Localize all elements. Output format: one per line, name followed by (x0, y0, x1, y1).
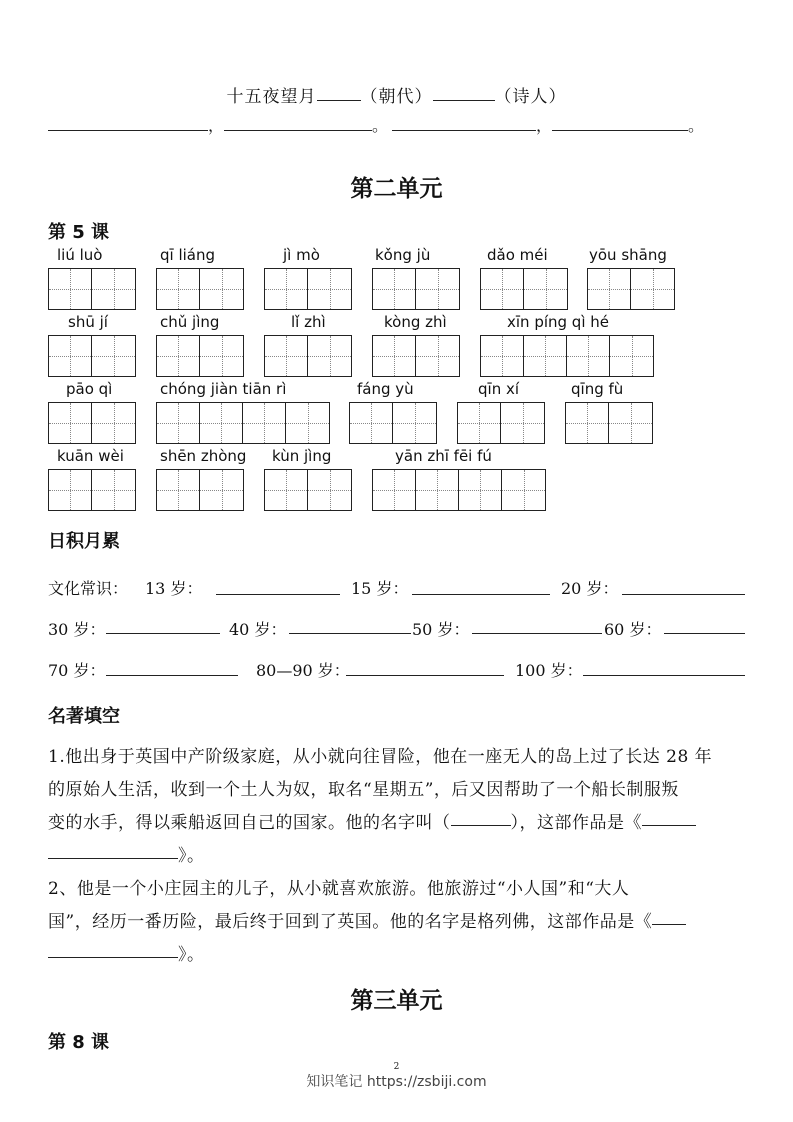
age-label: 20 岁： (561, 579, 619, 598)
char-grid[interactable] (264, 335, 352, 377)
pinyin-label: shū jí (68, 313, 108, 331)
pinyin-label: kǒng jù (375, 246, 431, 264)
char-grid[interactable] (480, 268, 568, 310)
page-number: 2 (393, 1062, 400, 1072)
verse-period-1: 。 (372, 116, 389, 135)
char-grid[interactable] (587, 268, 675, 310)
q1-work-blank-b[interactable] (48, 858, 178, 859)
char-grid[interactable] (48, 469, 136, 511)
pinyin-label: qīn xí (478, 380, 520, 398)
age-blank[interactable] (106, 633, 220, 634)
age-label: 30 岁： (48, 620, 106, 639)
pinyin-label: kòng zhì (384, 313, 447, 331)
verse-comma-1: ， (208, 116, 225, 135)
q1-line-2: 的原始人生活，收到一个土人为奴，取名“星期五”，后又因帮助了一个船长制服叛 (48, 780, 679, 800)
pinyin-label: shēn zhòng (160, 447, 247, 465)
verse-blank-3[interactable] (392, 130, 536, 131)
q1-line-4 (48, 840, 748, 873)
q1-paren-close: ） (510, 813, 520, 833)
q1-line-1: 1.他出身于英国中产阶级家庭，从小就向往冒险，他在一座无人的岛上过了长达 28 年 (48, 747, 713, 767)
char-grid[interactable] (349, 402, 437, 444)
char-grid[interactable] (156, 402, 330, 444)
q2-line-2-text: 国”，经历一番历险，最后终于回到了英国。他的名字是格列佛，这部作品是《 (48, 912, 653, 932)
q1-end: 》。 (178, 846, 205, 866)
age-label: 50 岁： (412, 620, 470, 639)
poem-title-row (0, 82, 793, 107)
char-grid[interactable] (156, 268, 244, 310)
verse-period-2: 。 (688, 116, 705, 135)
q1-work-prefix: ，这部作品是《 (519, 813, 642, 833)
char-grid[interactable] (48, 402, 136, 444)
poet-blank[interactable] (433, 100, 495, 101)
q1-paren-open: （ (433, 813, 451, 833)
age-blank[interactable] (412, 594, 550, 595)
pinyin-label: kùn jìng (272, 447, 332, 465)
pinyin-label: yōu shāng (589, 246, 667, 264)
verse-comma-2: ， (536, 116, 553, 135)
char-grid[interactable] (264, 469, 352, 511)
classics-question-2 (48, 873, 748, 972)
age-blank[interactable] (472, 633, 602, 634)
age-blank[interactable] (106, 675, 238, 676)
char-grid[interactable] (48, 268, 136, 310)
dynasty-label: （朝代） (360, 87, 433, 107)
age-blank[interactable] (216, 594, 340, 595)
char-grid[interactable] (156, 469, 244, 511)
pinyin-label: xīn píng qì hé (507, 313, 609, 331)
q1-line-3 (48, 807, 748, 840)
age-label: 60 岁： (604, 620, 662, 639)
age-label: 70 岁： (48, 661, 106, 680)
pinyin-label: pāo qì (66, 380, 113, 398)
pinyin-label: chóng jiàn tiān rì (160, 380, 287, 398)
char-grid[interactable] (264, 268, 352, 310)
pinyin-label: chǔ jìng (160, 313, 220, 331)
char-grid[interactable] (372, 469, 546, 511)
verse-blank-2[interactable] (224, 130, 372, 131)
char-grid[interactable] (480, 335, 654, 377)
classics-question-1 (48, 741, 748, 873)
q2-line-1: 2、他是一个小庄园主的儿子，从小就喜欢旅游。他旅游过“小人国”和“大人 (48, 879, 630, 899)
age-label: 80—90 岁： (256, 661, 350, 680)
pinyin-label: liú luò (57, 246, 103, 264)
unit-2-title: 第二单元 (350, 176, 443, 202)
q2-end: 》。 (178, 945, 205, 965)
q1-line-3-text: 变的水手，得以乘船返回自己的国家。他的名字叫 (48, 813, 433, 833)
classics-heading: 名著填空 (48, 706, 120, 727)
char-grid[interactable] (156, 335, 244, 377)
q2-work-blank-a[interactable] (652, 924, 686, 925)
char-grid[interactable] (372, 335, 460, 377)
age-label: 40 岁： (229, 620, 287, 639)
lesson-8-heading: 第 8 课 (48, 1032, 110, 1053)
verse-blank-1[interactable] (48, 130, 208, 131)
unit-3-title: 第三单元 (350, 988, 443, 1014)
age-blank[interactable] (622, 594, 745, 595)
char-grid[interactable] (48, 335, 136, 377)
culture-prefix: 文化常识： (48, 579, 129, 598)
pinyin-label: lǐ zhì (291, 313, 326, 331)
pinyin-label: qīng fù (571, 380, 624, 398)
age-blank[interactable] (289, 633, 411, 634)
pinyin-label: dǎo méi (487, 246, 548, 264)
q2-work-blank-b[interactable] (48, 957, 178, 958)
pinyin-label: qī liáng (160, 246, 216, 264)
q1-name-blank[interactable] (451, 825, 511, 826)
q1-work-blank-a[interactable] (642, 825, 696, 826)
pinyin-label: kuān wèi (57, 447, 124, 465)
age-label: 13 岁： (145, 579, 203, 598)
pinyin-label: jì mò (283, 246, 320, 264)
poem-title: 十五夜望月 (226, 87, 317, 107)
verse-blank-4[interactable] (552, 130, 688, 131)
age-blank[interactable] (346, 675, 504, 676)
dynasty-blank[interactable] (317, 100, 361, 101)
char-grid[interactable] (372, 268, 460, 310)
lesson-5-heading: 第 5 课 (48, 222, 110, 243)
age-label: 15 岁： (351, 579, 409, 598)
poet-label: （诗人） (494, 87, 567, 107)
char-grid[interactable] (457, 402, 545, 444)
age-blank[interactable] (583, 675, 745, 676)
q2-line-3 (48, 939, 748, 972)
age-blank[interactable] (664, 633, 745, 634)
pinyin-label: yān zhī fēi fú (395, 447, 492, 465)
char-grid[interactable] (565, 402, 653, 444)
q2-line-2 (48, 906, 748, 939)
footer-watermark: 知识笔记 https://zsbiji.com (306, 1074, 487, 1090)
accumulation-heading: 日积月累 (48, 531, 120, 552)
pinyin-label: fáng yù (357, 380, 414, 398)
age-label: 100 岁： (515, 661, 583, 680)
